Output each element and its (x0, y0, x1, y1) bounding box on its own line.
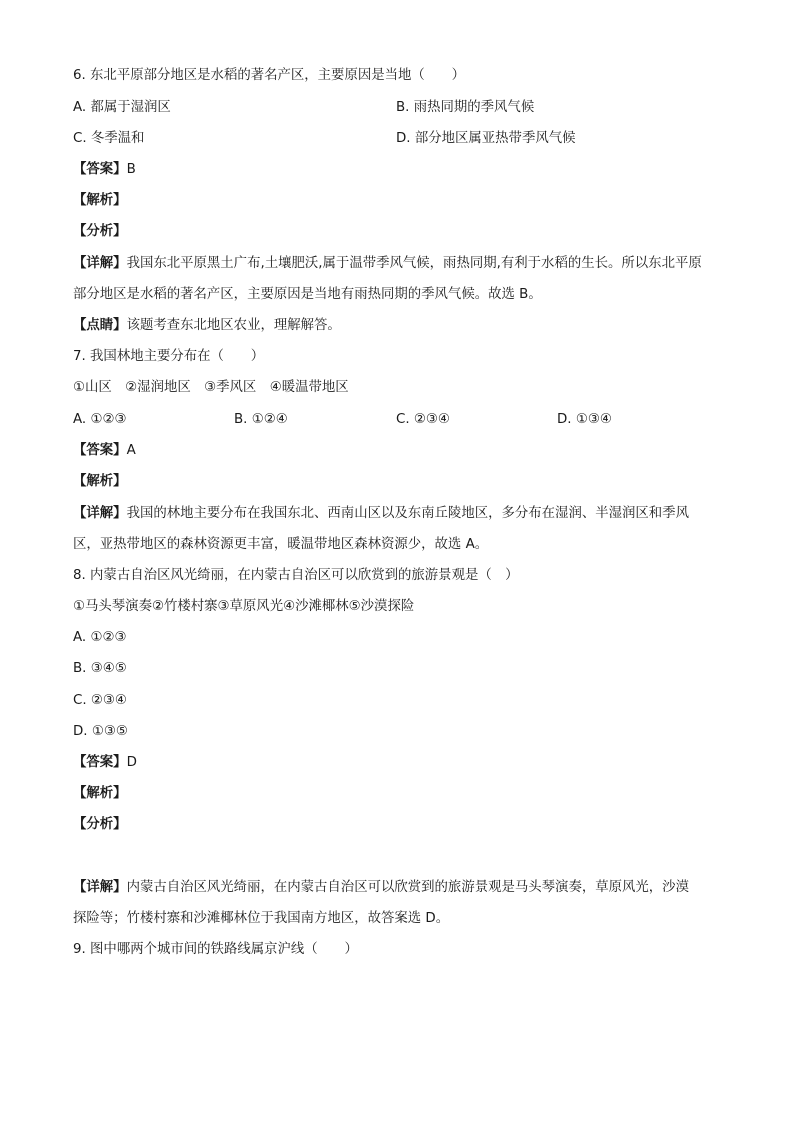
detail-tag: 【详解】 (73, 256, 127, 271)
q8-fenxi-tag (73, 815, 127, 835)
fenxi-tag: 【分析】 (73, 224, 127, 239)
q6-answer (73, 160, 136, 180)
q6-stem: 6. 东北平原部分地区是水稻的著名产区，主要原因是当地（ ） (73, 68, 465, 83)
q7-option-a: A. ①②③ (73, 412, 127, 427)
q7-option-d: D. ①③④ (557, 412, 612, 427)
analysis-tag: 【解析】 (73, 474, 127, 489)
q8-answer (73, 753, 137, 773)
q6-detail-line-2: 部分地区是水稻的著名产区，主要原因是当地有雨热同期的季风气候。故选 B。 (73, 287, 542, 302)
q8-option-c: C. ②③④ (73, 693, 127, 708)
analysis-tag: 【解析】 (73, 786, 127, 801)
answer-tag: 【答案】 (73, 162, 127, 177)
q7-answer (73, 441, 136, 461)
comment-text: 该题考查东北地区农业，理解解答。 (126, 318, 341, 333)
q6-option-c: C. 冬季温和 (73, 131, 145, 146)
q8-stem: 8. 内蒙古自治区风光绮丽，在内蒙古自治区可以欣赏到的旅游景观是（ ） (73, 568, 519, 583)
q8-option-d: D. ①③⑤ (73, 724, 128, 739)
q6-option-a: A. 都属于湿润区 (73, 100, 171, 115)
answer-value: B (126, 162, 136, 177)
q8-analysis-tag (73, 784, 127, 804)
q6-analysis-tag (73, 191, 127, 211)
detail-text: 我国的林地主要分布在我国东北、西南山区以及东南丘陵地区，多分布在湿润、半湿润区和季风 (126, 506, 689, 521)
comment-tag: 【点睛】 (73, 318, 127, 333)
detail-text: 我国东北平原黑土广布,土壤肥沃,属于温带季风气候，雨热同期,有利于水稻的生长。所以东北平原 (126, 256, 702, 271)
q8-items: ①马头琴演奏②竹楼村寨③草原风光④沙滩椰林⑤沙漠探险 (73, 599, 415, 614)
q6-option-b: B. 雨热同期的季风气候 (396, 100, 535, 115)
answer-tag: 【答案】 (73, 755, 127, 770)
q8-option-b: B. ③④⑤ (73, 661, 127, 676)
answer-value: A (126, 443, 136, 458)
q8-detail-line-1 (73, 878, 689, 898)
q8-option-a: A. ①②③ (73, 630, 127, 645)
q7-analysis-tag (73, 472, 127, 492)
detail-tag: 【详解】 (73, 880, 127, 895)
detail-text: 内蒙古自治区风光绮丽，在内蒙古自治区可以欣赏到的旅游景观是马头琴演奏，草原风光，沙漠 (126, 880, 689, 895)
q6-option-d: D. 部分地区属亚热带季风气候 (396, 131, 576, 146)
fenxi-tag: 【分析】 (73, 817, 127, 832)
q7-items: ①山区 ②湿润地区 ③季风区 ④暖温带地区 (73, 380, 349, 395)
answer-value: D (126, 755, 137, 770)
q9-stem: 9. 图中哪两个城市间的铁路线属京沪线（ ） (73, 942, 358, 957)
q7-stem: 7. 我国林地主要分布在（ ） (73, 349, 265, 364)
answer-tag: 【答案】 (73, 443, 127, 458)
q6-comment (73, 316, 341, 336)
q7-detail-line-2: 区，亚热带地区的森林资源更丰富，暖温带地区森林资源少，故选 A。 (73, 537, 489, 552)
q6-detail-line-1 (73, 254, 702, 274)
analysis-tag: 【解析】 (73, 193, 127, 208)
q7-detail-line-1 (73, 504, 689, 524)
q7-option-b: B. ①②④ (234, 412, 288, 427)
q6-fenxi-tag (73, 222, 127, 242)
q8-detail-line-2: 探险等；竹楼村寨和沙滩椰林位于我国南方地区，故答案选 D。 (73, 911, 450, 926)
detail-tag: 【详解】 (73, 506, 127, 521)
q7-option-c: C. ②③④ (396, 412, 450, 427)
